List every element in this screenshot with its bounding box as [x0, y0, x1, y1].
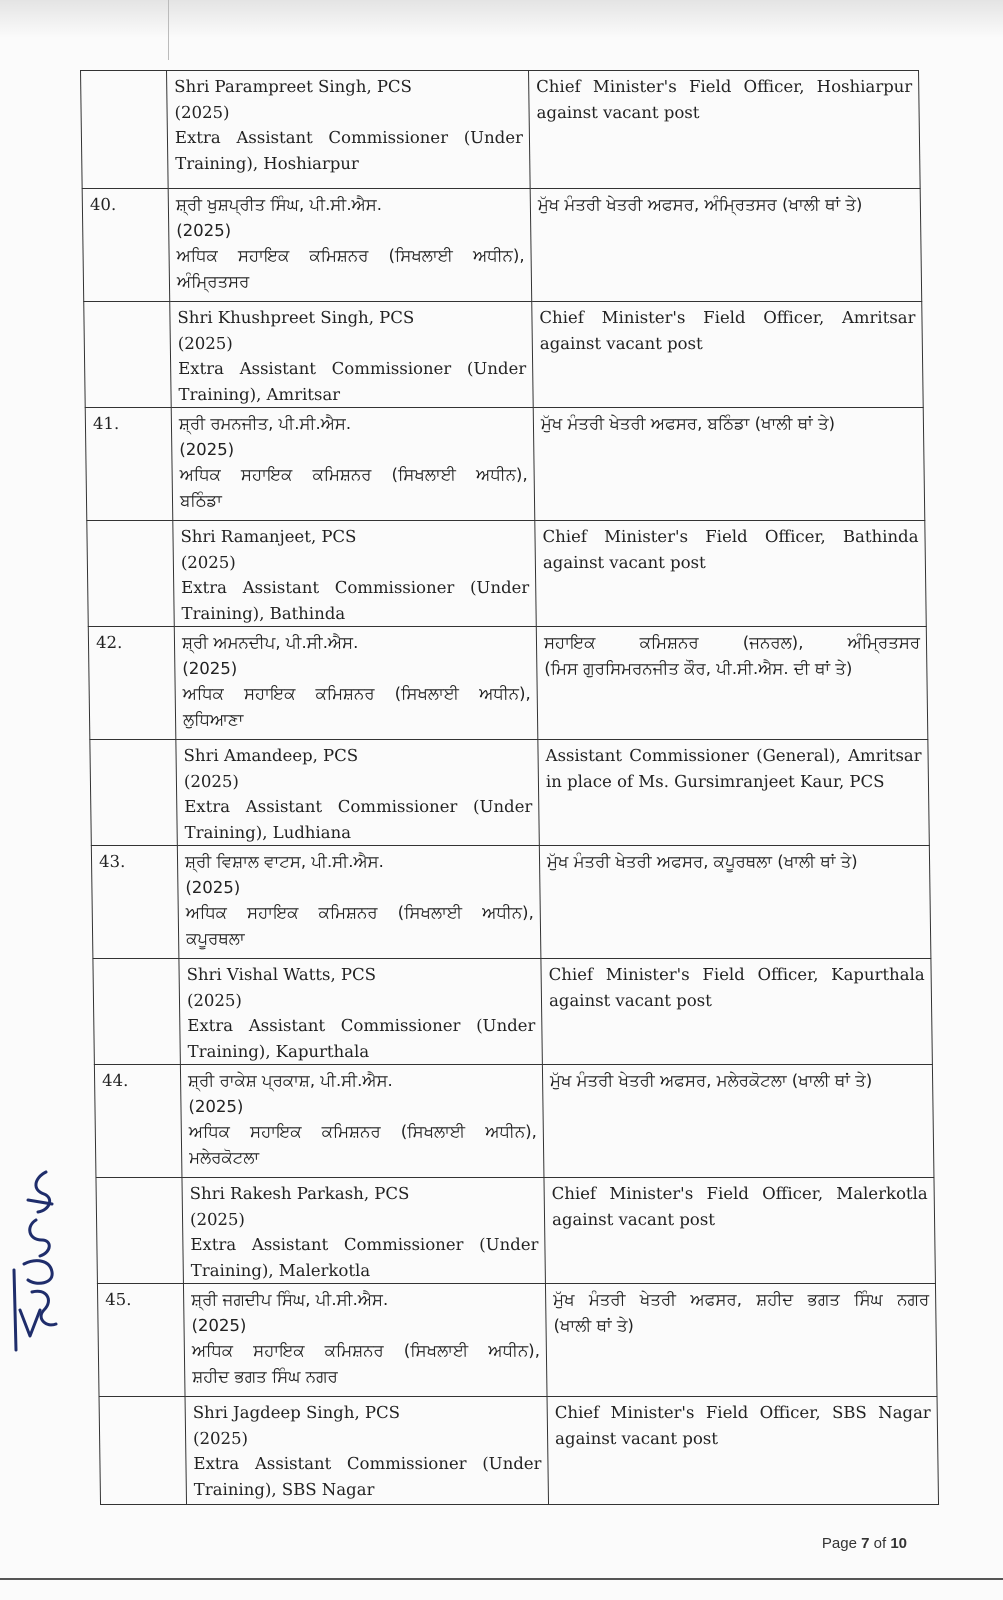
- officer-line: ਅਧਿਕ ਸਹਾਇਕ ਕਮਿਸ਼ਨਰ (ਸਿਖਲਾਈ ਅਧੀਨ),: [185, 903, 534, 922]
- posting-line: ਮੁੱਖ ਮੰਤਰੀ ਖੇਤਰੀ ਅਫਸਰ, ਕਪੂਰਥਲਾ (ਖਾਲੀ ਥਾਂ ਤੇ): [546, 852, 858, 871]
- officer-line: ਸ਼੍ਰੀ ਖੁਸ਼ਪ੍ਰੀਤ ਸਿੰਘ, ਪੀ.ਸੀ.ਐਸ.: [175, 195, 383, 214]
- serial-number-cell: [93, 959, 180, 1065]
- officer-line: (2025): [180, 552, 236, 572]
- table-row: [85, 408, 925, 521]
- officer-line: ਅਧਿਕ ਸਹਾਇਕ ਕਮਿਸ਼ਨਰ (ਸਿਖਲਾਈ ਅਧੀਨ),: [191, 1341, 541, 1360]
- table-row: [87, 521, 926, 627]
- officer-cell: [180, 1065, 544, 1178]
- officer-line: Training), SBS Nagar: [193, 1479, 375, 1499]
- table-row: [81, 71, 921, 189]
- posting-line: Chief Minister's Field Officer, Kapurthala: [548, 965, 925, 984]
- officer-line: (2025): [174, 102, 230, 122]
- officer-line: ਅਧਿਕ ਸਹਾਇਕ ਕਮਿਸ਼ਨਰ (ਸਿਖਲਾਈ ਅਧੀਨ),: [182, 684, 531, 703]
- posting-cell: [544, 1178, 935, 1284]
- serial-number-cell: [99, 1397, 187, 1505]
- serial-number-cell: [81, 71, 169, 189]
- officer-line: Training), Kapurthala: [187, 1041, 370, 1061]
- officer-cell: [173, 521, 536, 627]
- serial-number-cell: 43.: [91, 846, 179, 959]
- officer-line: ਲੁਧਿਆਣਾ: [182, 709, 244, 729]
- serial-number-cell: [90, 740, 177, 846]
- orders-table-body: [81, 71, 939, 1505]
- officer-line: Shri Rakesh Parkash, PCS: [189, 1184, 410, 1203]
- officer-line: Extra Assistant Commissioner (Under: [184, 797, 533, 816]
- table-row: [99, 1397, 939, 1505]
- officer-cell: [171, 408, 535, 521]
- officer-line: Training), Malerkotla: [190, 1260, 371, 1280]
- posting-line: Chief Minister's Field Officer, SBS Nagar: [554, 1403, 931, 1422]
- table-row: [96, 1178, 935, 1284]
- serial-number-cell: [84, 302, 171, 408]
- officer-cell: [182, 1178, 545, 1284]
- officer-line: Shri Ramanjeet, PCS: [180, 527, 357, 546]
- posting-cell: [530, 189, 922, 302]
- serial-number-cell: 40.: [82, 189, 170, 302]
- officer-cell: [167, 71, 531, 189]
- table-row: [84, 302, 923, 408]
- footer-rule: [0, 1578, 1003, 1580]
- posting-line: against vacant post: [542, 552, 706, 572]
- officer-line: Shri Parampreet Singh, PCS: [174, 77, 413, 96]
- officer-line: ਸ਼੍ਰੀ ਰਾਕੇਸ਼ ਪ੍ਰਕਾਸ਼, ਪੀ.ਸੀ.ਐਸ.: [187, 1071, 393, 1090]
- posting-line: against vacant post: [554, 1428, 719, 1448]
- serial-number-cell: 44.: [94, 1065, 182, 1178]
- officer-line: Shri Khushpreet Singh, PCS: [177, 308, 415, 327]
- serial-number-cell: 41.: [85, 408, 173, 521]
- officer-line: (2025): [188, 1096, 244, 1116]
- table-row: [90, 740, 929, 846]
- posting-line: ਮੁੱਖ ਮੰਤਰੀ ਖੇਤਰੀ ਅਫਸਰ, ਬਠਿੰਡਾ (ਖਾਲੀ ਥਾਂ ਤੇ): [540, 414, 836, 433]
- officer-line: ਬਠਿੰਡਾ: [179, 490, 223, 510]
- page-label: Page: [821, 1535, 857, 1552]
- table-row: [93, 959, 932, 1065]
- officer-cell: [179, 959, 542, 1065]
- posting-line: ਸਹਾਇਕ ਕਮਿਸ਼ਨਰ (ਜਨਰਲ), ਅੰਮ੍ਰਿਤਸਰ: [543, 633, 921, 652]
- posting-cell: [539, 846, 931, 959]
- posting-line: Assistant Commissioner (General), Amritsar: [545, 746, 922, 765]
- officer-cell: [183, 1284, 547, 1397]
- officer-line: ਸ਼੍ਰੀ ਅਮਨਦੀਪ, ਪੀ.ਸੀ.ਐਸ.: [181, 633, 359, 652]
- officer-line: Extra Assistant Commissioner (Under: [190, 1235, 539, 1254]
- signature-scribble: [6, 1160, 66, 1360]
- officer-line: Training), Hoshiarpur: [175, 153, 359, 173]
- serial-number-cell: 45.: [97, 1284, 185, 1397]
- officer-line: ਅੰਮ੍ਰਿਤਸਰ: [176, 271, 250, 291]
- officer-line: (2025): [185, 877, 241, 897]
- officer-line: Extra Assistant Commissioner (Under: [174, 128, 524, 147]
- officer-line: (2025): [186, 990, 242, 1010]
- officer-cell: [174, 627, 538, 740]
- serial-number-cell: [96, 1178, 183, 1284]
- transfer-orders-table: [80, 70, 939, 1505]
- table-row: [82, 189, 922, 302]
- officer-line: ਸ਼ਹੀਦ ਭਗਤ ਸਿੰਘ ਨਗਰ: [192, 1366, 338, 1386]
- posting-line: (ਮਿਸ ਗੁਰਸਿਮਰਨਜੀਤ ਕੌਰ, ਪੀ.ਸੀ.ਐਸ. ਦੀ ਥਾਂ ਤੇ): [544, 658, 853, 678]
- serial-number-cell: 42.: [88, 627, 176, 740]
- officer-cell: [185, 1397, 549, 1505]
- posting-cell: [533, 408, 925, 521]
- officer-line: (2025): [177, 333, 233, 353]
- officer-line: ਸ਼੍ਰੀ ਵਿਸ਼ਾਲ ਵਾਟਸ, ਪੀ.ਸੀ.ਐਸ.: [184, 852, 384, 871]
- posting-line: (ਖਾਲੀ ਥਾਂ ਤੇ): [553, 1315, 635, 1335]
- officer-line: (2025): [183, 771, 239, 791]
- officer-line: (2025): [192, 1428, 249, 1448]
- officer-line: (2025): [191, 1315, 247, 1335]
- officer-line: ਕਪੂਰਥਲਾ: [185, 928, 245, 948]
- table-row: [94, 1065, 934, 1178]
- officer-line: Training), Bathinda: [181, 603, 346, 623]
- officer-line: ਸ਼੍ਰੀ ਜਗਦੀਪ ਸਿੰਘ, ਪੀ.ਸੀ.ਐਸ.: [191, 1290, 389, 1309]
- officer-line: Extra Assistant Commissioner (Under: [187, 1016, 536, 1035]
- page-total: 10: [890, 1535, 907, 1552]
- officer-line: Shri Jagdeep Singh, PCS: [192, 1403, 401, 1422]
- posting-cell: [535, 521, 926, 627]
- posting-line: ਮੁੱਖ ਮੰਤਰੀ ਖੇਤਰੀ ਅਫਸਰ, ਸ਼ਹੀਦ ਭਗਤ ਸਿੰਘ ਨਗਰ: [553, 1290, 930, 1309]
- officer-line: Shri Amandeep, PCS: [183, 746, 359, 765]
- posting-cell: [542, 1065, 934, 1178]
- officer-cell: [170, 302, 533, 408]
- scan-top-shade: [0, 0, 1003, 38]
- officer-line: ਸ਼੍ਰੀ ਰਮਨਜੀਤ, ਪੀ.ਸੀ.ਐਸ.: [178, 414, 352, 433]
- officer-line: (2025): [179, 439, 235, 459]
- officer-line: (2025): [189, 1209, 246, 1229]
- officer-line: Extra Assistant Commissioner (Under: [178, 359, 527, 378]
- officer-line: ਅਧਿਕ ਸਹਾਇਕ ਕਮਿਸ਼ਨਰ (ਸਿਖਲਾਈ ਅਧੀਨ),: [176, 246, 525, 265]
- posting-line: against vacant post: [551, 1209, 716, 1229]
- posting-cell: [547, 1397, 939, 1505]
- officer-cell: [176, 740, 539, 846]
- serial-number-cell: [87, 521, 174, 627]
- posting-line: Chief Minister's Field Officer, Hoshiarpur: [536, 77, 913, 96]
- posting-line: against vacant post: [548, 990, 712, 1010]
- officer-line: (2025): [176, 220, 232, 240]
- posting-line: against vacant post: [536, 102, 700, 122]
- page-number: [822, 1535, 907, 1552]
- officer-line: ਮਲੇਰਕੋਟਲਾ: [189, 1147, 260, 1167]
- officer-line: ਅਧਿਕ ਸਹਾਇਕ ਕਮਿਸ਼ਨਰ (ਸਿਖਲਾਈ ਅਧੀਨ),: [179, 465, 528, 484]
- officer-line: (2025): [182, 658, 238, 678]
- posting-line: Chief Minister's Field Officer, Bathinda: [542, 527, 919, 546]
- page-current: 7: [861, 1535, 870, 1552]
- posting-line: against vacant post: [539, 333, 703, 353]
- posting-cell: [529, 71, 921, 189]
- officer-cell: [177, 846, 541, 959]
- posting-cell: [532, 302, 923, 408]
- officer-line: Training), Ludhiana: [184, 822, 352, 842]
- officer-cell: [168, 189, 532, 302]
- posting-line: Chief Minister's Field Officer, Malerkotla: [551, 1184, 928, 1203]
- table-row: [97, 1284, 937, 1397]
- page-sep: of: [873, 1535, 887, 1552]
- officer-line: Extra Assistant Commissioner (Under: [193, 1454, 542, 1473]
- officer-line: Training), Amritsar: [178, 384, 341, 404]
- posting-cell: [541, 959, 932, 1065]
- posting-line: Chief Minister's Field Officer, Amritsar: [539, 308, 916, 327]
- posting-cell: [538, 740, 929, 846]
- table-row: [88, 627, 928, 740]
- posting-cell: [545, 1284, 937, 1397]
- scan-fold-line: [168, 0, 169, 60]
- posting-cell: [536, 627, 928, 740]
- officer-line: ਅਧਿਕ ਸਹਾਇਕ ਕਮਿਸ਼ਨਰ (ਸਿਖਲਾਈ ਅਧੀਨ),: [188, 1122, 537, 1141]
- table-row: [91, 846, 931, 959]
- posting-line: ਮੁੱਖ ਮੰਤਰੀ ਖੇਤਰੀ ਅਫਸਰ, ਮਲੇਰਕੋਟਲਾ (ਖਾਲੀ ਥਾਂ ਤੇ): [549, 1071, 873, 1090]
- officer-line: Shri Vishal Watts, PCS: [186, 965, 377, 984]
- posting-line: ਮੁੱਖ ਮੰਤਰੀ ਖੇਤਰੀ ਅਫਸਰ, ਅੰਮ੍ਰਿਤਸਰ (ਖਾਲੀ ਥਾਂ ਤੇ): [537, 195, 863, 214]
- officer-line: Extra Assistant Commissioner (Under: [181, 578, 530, 597]
- posting-line: in place of Ms. Gursimranjeet Kaur, PCS: [545, 771, 885, 791]
